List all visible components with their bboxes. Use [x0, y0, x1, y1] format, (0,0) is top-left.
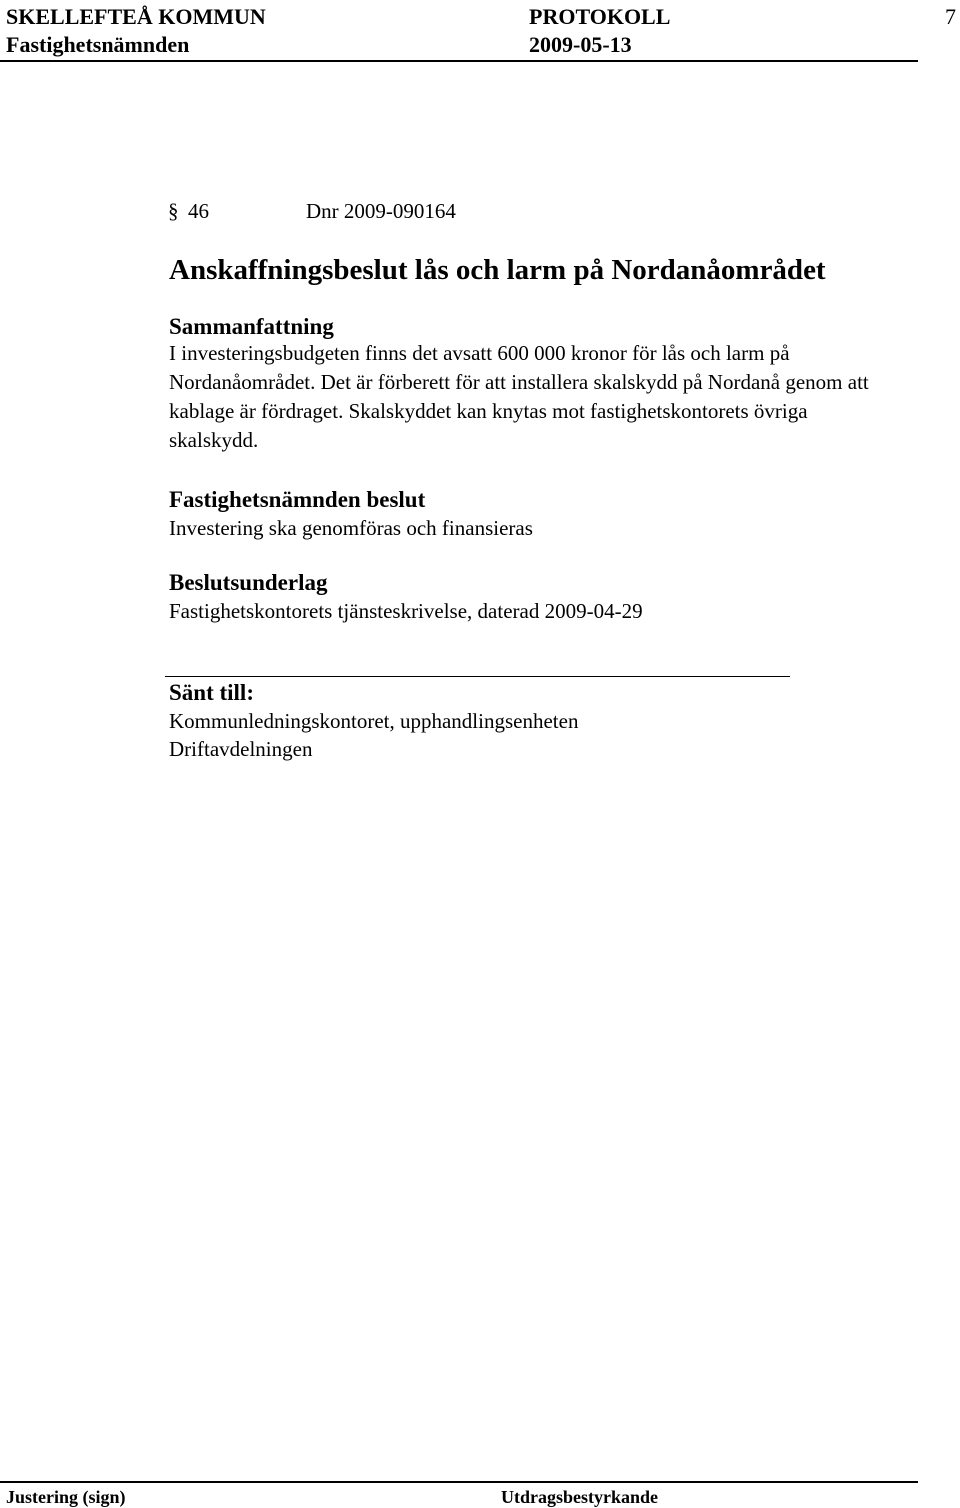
paragraph-number: 46 [188, 199, 209, 223]
header-doc-type: PROTOKOLL [529, 4, 671, 29]
section-sign: § [168, 199, 179, 223]
header-organization: SKELLEFTEÅ KOMMUN [6, 4, 266, 29]
header-divider [0, 60, 918, 62]
document-title: Anskaffningsbeslut lås och larm på Nordanåområdet [169, 254, 826, 286]
sent-to-heading: Sänt till: [169, 680, 254, 705]
basis-text: Fastighetskontorets tjänsteskrivelse, daterad 2009-04-29 [169, 599, 643, 623]
page-number: 7 [945, 4, 956, 29]
summary-text: I investeringsbudgeten finns det avsatt 600 000 kronor för lås och larm på Nordanåområdet. Det är förberett för att installera skalskydd på Nordanå genom att kablage är fördraget. Skalskyddet kan knytas mot fastighetskontorets övriga skalskydd. [169, 341, 869, 452]
decision-heading: Fastighetsnämnden beslut [169, 487, 426, 512]
diary-number: Dnr 2009-090164 [306, 199, 456, 223]
sent-to-list [169, 707, 578, 763]
paragraph-line [168, 199, 456, 223]
decision-text: Investering ska genomföras och finansieras [169, 516, 533, 540]
basis-heading: Beslutsunderlag [169, 570, 328, 595]
summary-heading: Sammanfattning [169, 314, 334, 339]
header-committee: Fastighetsnämnden [6, 32, 190, 57]
footer-utdragsbestyrkande: Utdragsbestyrkande [501, 1487, 659, 1507]
footer-justering: Justering (sign) [6, 1487, 126, 1507]
footer-divider [0, 1481, 918, 1483]
recipient-item: Driftavdelningen [169, 737, 313, 761]
sent-to-divider [165, 676, 790, 677]
recipient-item: Kommunledningskontoret, upphandlingsenheten [169, 709, 579, 733]
header-date: 2009-05-13 [529, 32, 632, 57]
